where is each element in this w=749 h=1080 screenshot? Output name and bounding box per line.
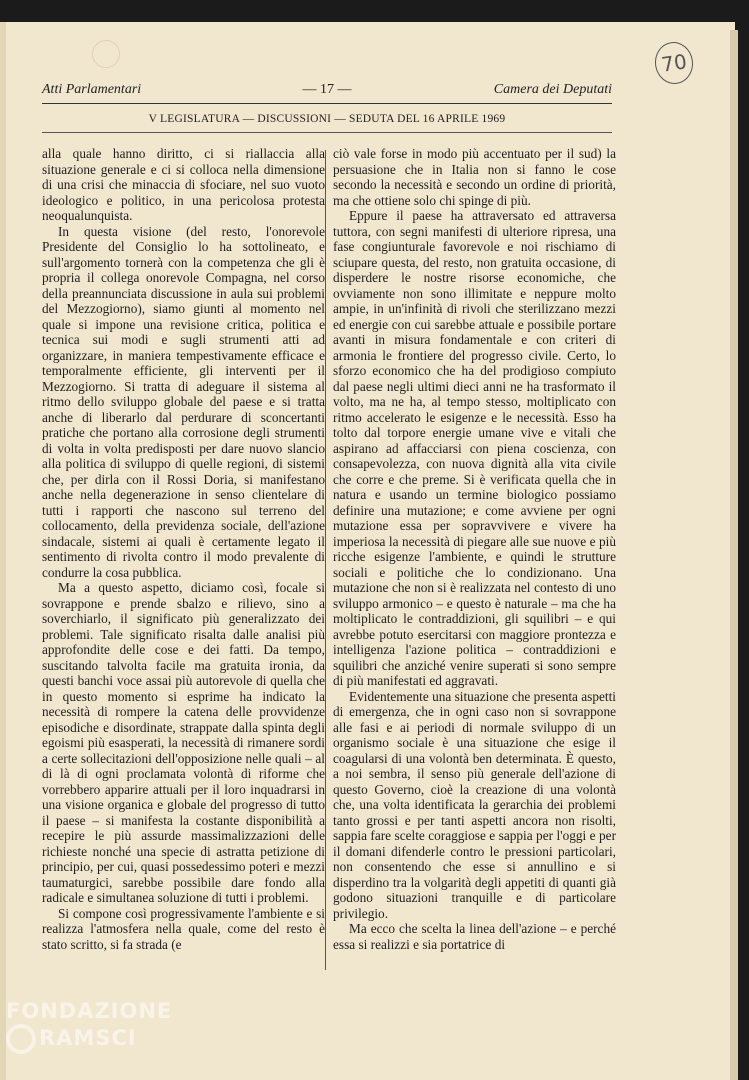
paragraph: alla quale hanno diritto, ci si riallaccia alla situazione generale e ci si colloca nella dimensione di una crisi che minaccia di sfociare, nel suo vuoto ideologico e politico, in una pericolosa protesta neoqualunquista. [42, 146, 325, 223]
page-number: — 17 — [302, 82, 352, 97]
right-column [333, 146, 616, 952]
g-logo-icon [6, 1024, 36, 1054]
paragraph: Ma ecco che scelta la linea dell'azione – e perché essa si realizzi e sia portatrice di [333, 921, 616, 952]
paragraph: In questa visione (del resto, l'onorevole Presidente del Consiglio lo ha sottolineato, e sull'argomento tornerà con la competenza che gli è propria il collega onorevole Compagna, nel corso della preannunciata discussione in aula sui problemi del Mezzogiorno), siamo giunti al momento nel quale si impone una revisione critica, politica e tecnica sui modi e sugli strumenti atti ad organizzare, in maniera tempestivamente efficace e temporalmente efficiente, gli interventi per il Mezzogiorno. Si tratta di adeguare il sistema al ritmo dello sviluppo globale del paese e si tratta anche di liberarlo dal perdurare di sconcertanti pratiche che portano alla corrosione degli strumenti di volta in volta predisposti per dare nuovo slancio alla politica di sviluppo di quelle regioni, di sistemi che, per dirla con il Rossi Doria, si manifestano anche nella degenerazione in senso clientelare di tutti i rapporti che nascono sul terreno del collocamento, della previdenza sociale, dell'azione sindacale, sistemi ai quali è certamente legato il sentimento di rivolta contro il modo prevalente di condurre la cosa pubblica. [42, 223, 325, 580]
faint-stamp [92, 40, 120, 68]
paragraph: Eppure il paese ha attraversato ed attraversa tuttora, con segni manifesti di ulteriore ripresa, una fase congiunturale favorevole e noi rischiamo di sciupare questa, del resto, non gratuita occasione, di disperdere le nostre risorse economiche, che ovviamente non sono illimitate e neppure molto ampie, in un'infinità di rivoli che sterilizzano mezzi ed energie con cui sarebbe attuale e possibile portare avanti in misura fondamentale e con criteri di armonia le frontiere del progresso civile. Certo, lo sforzo economico che ha del prodigioso compiuto dal paese negli ultimi dieci anni ne ha trasformato il volto, ma ne ha, al tempo stesso, moltiplicato con ritmo accelerato le esigenze e le necessità. Esso ha tolto dal torpore energie umane vive e vitali che aspirano ad affacciarsi con piena coscienza, con consapevolezza, con nuova dignità alla vita civile che corre e che preme. Si è verificata quella che in natura e usando un termine biologico possiamo definire una mutazione; e come avviene per ogni mutazione essa per sopravvivere e vivere ha imperiosa la necessità di piegare alle sue nuove e più ricche esigenze l'ambiente, e quindi le strutture sociali e politiche che lo condizionano. Una mutazione che non si è realizzata nel contesto di uno sviluppo armonico – e questo è naturale – ma che ha moltiplicato le contraddizioni, gli squilibri – e qui avrebbe potuto esercitarsi con maggiore prontezza e intelligenza l'azione politica – contraddizioni e squilibri che anziché venire superati si sono sempre di più manifestati ed aggravati. [333, 208, 616, 688]
paragraph: Ma a questo aspetto, diciamo così, focale si sovrappone e prende sbalzo e rilievo, sino a soverchiarlo, il significato più generalizzato dei problemi. Tale significato risalta dalle analisi più approfondite delle cose e dei fatti. Da tempo, suscitando talvolta facile ma gratuita ironia, da questi banchi voce assai più autorevole di quella che in questo momento si esprime ha indicato la necessità di rompere la catena delle provvidenze episodiche e disordinate, strappate dalla spinta degli egoismi più esasperati, la necessità di rimanere sordi a certe sollecitazioni dell'opposizione nelle quali – al di là di ogni proclamata volontà di riforme che vorrebbero apparire attuali per il loro inquadrarsi in una visione organica e globale del progresso di tutto il paese – si manifesta la costante disponibilità a recepire le più assurde massimalizzazioni delle richieste nonché una specie di astratta petizione di principio, per cui, quasi possedessimo poteri e mezzi taumaturgici, sarebbe possibile dare fondo alla radicale e simultanea soluzione di tutti i problemi. [42, 580, 325, 905]
handwritten-folio-mark: 70 [652, 40, 695, 87]
left-column [42, 146, 325, 952]
paragraph: ciò vale forse in modo più accentuato per il sud) la persuasione che in Italia non si fanno le cose secondo la necessità e secondo un ordine di priorità, ma che ottiene solo chi spinge di più. [333, 146, 616, 208]
header-rule [42, 103, 612, 104]
watermark-line2: RAMSCI [39, 1026, 137, 1050]
session-header: V LEGISLATURA — DISCUSSIONI — SEDUTA DEL 16 APRILE 1969 [148, 113, 506, 125]
header-right: Camera dei Deputati [493, 82, 612, 97]
running-header [42, 82, 612, 102]
header-left: Atti Parlamentari [42, 82, 142, 97]
page-edge [730, 30, 738, 1080]
column-divider [325, 150, 326, 970]
paragraph: Si compone così progressivamente l'ambiente e si realizza l'atmosfera nella quale, come del resto è stato scritto, si fa strada (e [42, 905, 325, 952]
watermark [6, 998, 172, 1054]
watermark-line2-wrap [6, 1024, 172, 1054]
watermark-line1: FONDAZIONE [6, 999, 173, 1023]
subheader-rule [42, 132, 612, 133]
paragraph: Evidentemente una situazione che presenta aspetti di emergenza, che in ogni caso non si sovrappone alle fasi e ai periodi di normale sviluppo di un organismo sociale è una situazione che esige il coagularsi di una volontà ben determinata. È questo, a noi sembra, il senso più generale dell'azione di questo Governo, cioè la creazione di una volontà che, una volta identificata la gerarchia dei problemi tanto grossi e per tanti aspetti ancora non risolti, sappia fare scelte coraggiose e sappia per l'oggi e per il domani difenderle contro le pressioni particolari, non consentendo che esse si annullino e si disperdino tra la volgarità degli appetiti di quanti già godono situazioni tranquille e di particolare privilegio. [333, 688, 616, 921]
